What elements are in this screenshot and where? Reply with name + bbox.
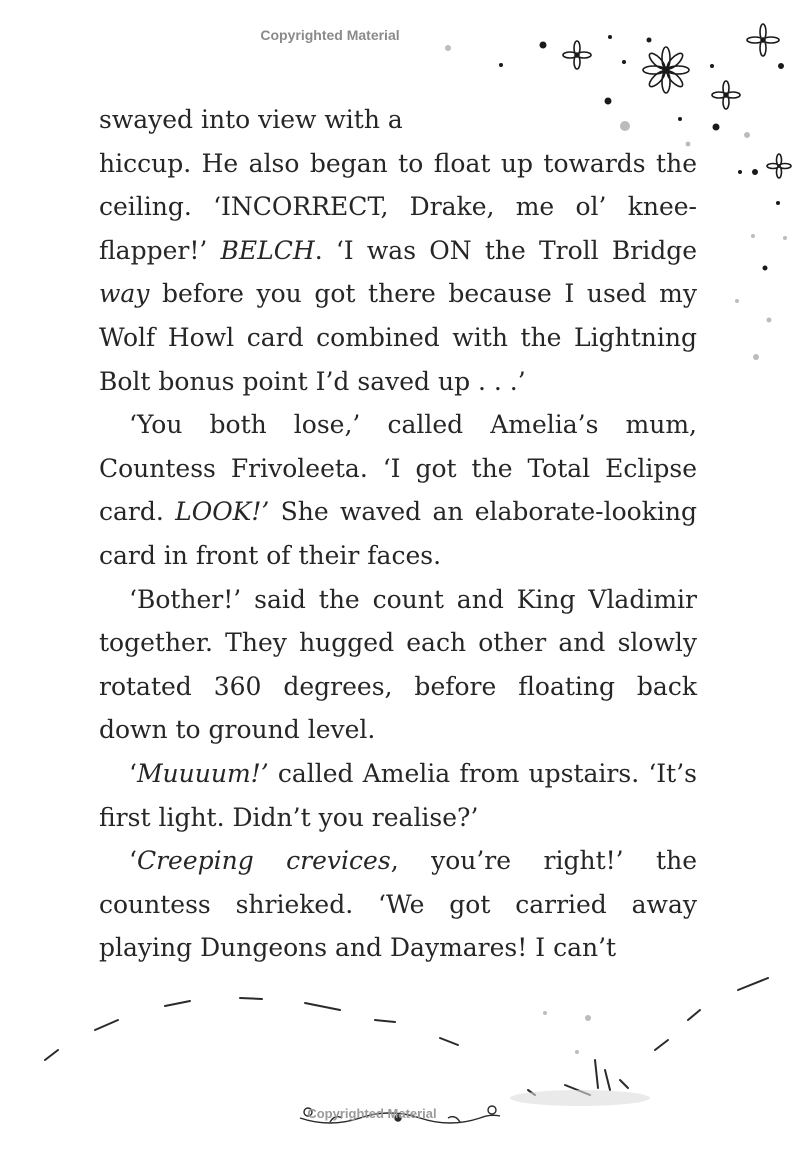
paragraph: [99, 578, 697, 752]
italic-text: Muuuum!’: [136, 758, 269, 788]
italic-text: BELCH: [220, 235, 315, 265]
italic-text: Creeping crevices: [136, 846, 391, 876]
ground-shading-illustration: [510, 1090, 650, 1106]
paragraph: [99, 98, 495, 142]
watermark-top: Copyrighted Material: [260, 27, 400, 43]
paragraph: [99, 142, 697, 404]
paragraph: [99, 752, 697, 839]
italic-text: LOOK!’: [175, 497, 270, 527]
hill-dashes-illustration: [45, 978, 768, 1095]
paragraph: [99, 839, 697, 970]
book-page-text: [99, 98, 697, 970]
text-run: swayed into view with a: [99, 105, 403, 134]
text-run: , you’re right!’ the countess shrieked. ‘We got carried away playing Dungeons and Daymares! I can’t: [99, 846, 697, 963]
text-run: called Amelia from upstairs. ‘It’s first light. Didn’t you realise?’: [99, 758, 697, 832]
italic-text: way: [99, 279, 150, 309]
text-run: hiccup. He also began to float up towards the ceiling. ‘INCORRECT, Drake, me ol’ knee-flapper!’: [99, 148, 697, 265]
text-run: ‘Bother!’ said the count and King Vladimir together. They hugged each other and slowly rotated 360 degrees, before floating back down to ground level.: [99, 584, 697, 745]
paragraph: [99, 403, 697, 577]
text-run: before you got there because I used my Wolf Howl card combined with the Lightning Bolt bonus point I’d saved up . . .’: [99, 279, 697, 396]
text-run: She waved an elaborate-looking card in front of their faces.: [99, 497, 697, 570]
watermark-bottom: Copyrighted Material: [307, 1106, 437, 1121]
text-run: ‘You both lose,’ called Amelia’s mum, Countess Frivoleeta. ‘I got the Total Eclipse card.: [99, 410, 697, 527]
text-run: . ‘I was ON the Troll Bridge: [314, 235, 697, 265]
text-run: ‘: [129, 846, 137, 876]
text-run: ‘: [129, 758, 137, 788]
